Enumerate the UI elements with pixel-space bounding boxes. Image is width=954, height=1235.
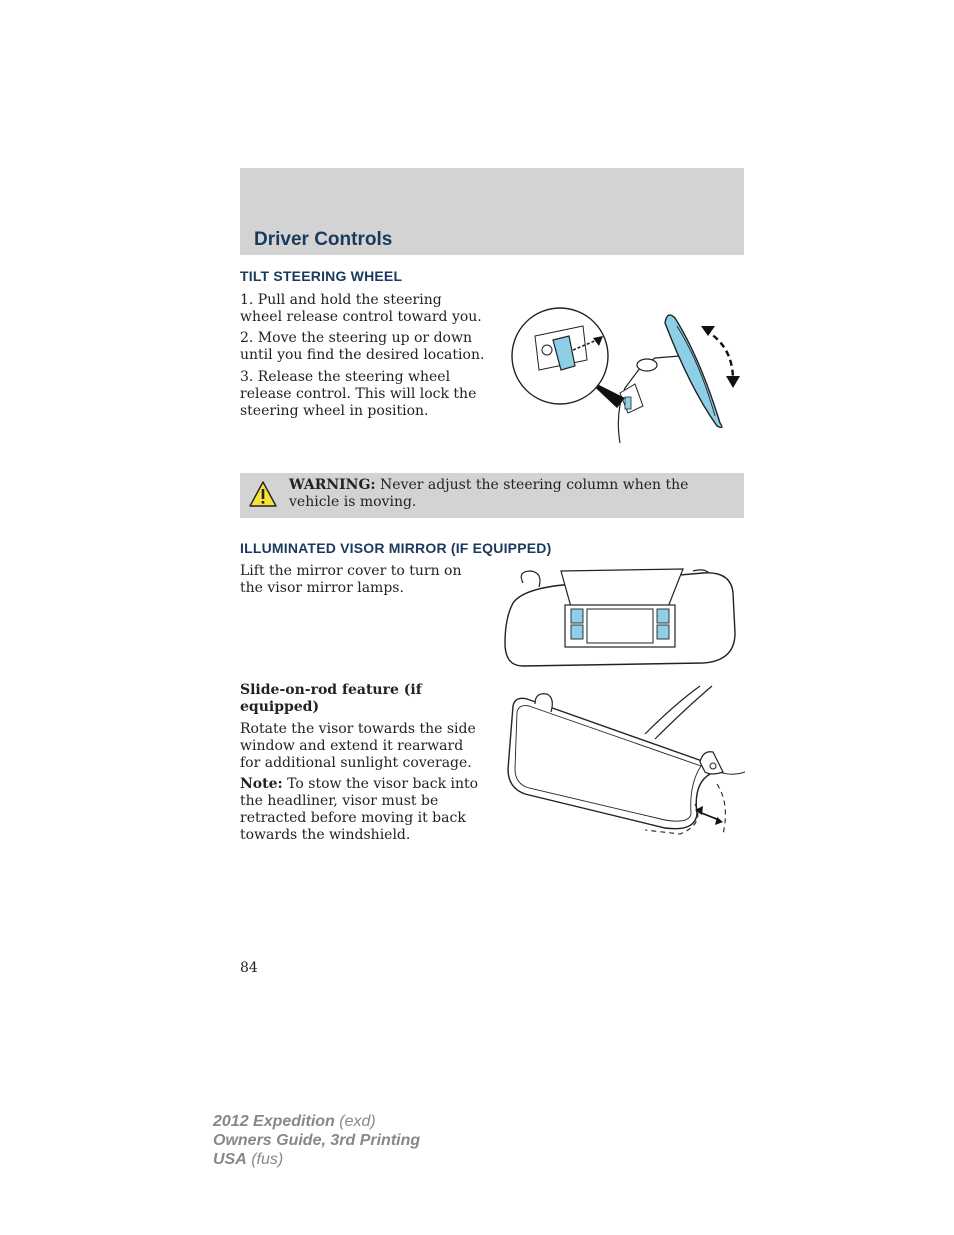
slide-on-rod-subheading: Slide-on-rod feature (if equipped) <box>240 682 422 715</box>
visor-mirror-illustration <box>503 563 738 668</box>
footer-line-3: USA (fus) <box>213 1151 284 1168</box>
footer <box>213 1112 420 1169</box>
visor-mirror-body: Lift the mirror cover to turn on the visor mirror lamps. <box>240 563 462 596</box>
note-body: To stow the visor back into the headliner, visor must be retracted before moving it back towards the windshield. <box>240 776 479 843</box>
slide-on-rod-illustration <box>505 684 745 844</box>
slide-on-rod-body: Rotate the visor towards the side window and extend it rearward for additional sunlight coverage. <box>240 721 476 771</box>
tilt-steering-heading: TILT STEERING WHEEL <box>240 268 403 284</box>
warning-label: WARNING: <box>289 477 376 493</box>
section-title: Driver Controls <box>254 229 393 250</box>
footer-line-1: 2012 Expedition (exd) <box>213 1113 376 1130</box>
warning-text <box>289 477 734 511</box>
footer-line-2: Owners Guide, 3rd Printing <box>213 1132 421 1149</box>
note-label: Note: <box>240 776 283 792</box>
warning-body: Never adjust the steering column when the vehicle is moving. <box>289 477 689 510</box>
slide-on-rod-note <box>240 776 485 844</box>
visor-mirror-heading: ILLUMINATED VISOR MIRROR (IF EQUIPPED) <box>240 540 552 556</box>
page-number: 84 <box>240 960 258 976</box>
steering-wheel-illustration <box>505 298 745 443</box>
warning-triangle-icon <box>248 480 278 508</box>
warning-box <box>240 473 744 518</box>
section-header-band <box>240 168 744 255</box>
tilt-step-2: 2. Move the steering up or down until you find the desired location. <box>240 330 485 363</box>
tilt-step-3: 3. Release the steering wheel release control. This will lock the steering wheel in position. <box>240 369 477 419</box>
tilt-step-1: 1. Pull and hold the steering wheel release control toward you. <box>240 292 482 325</box>
